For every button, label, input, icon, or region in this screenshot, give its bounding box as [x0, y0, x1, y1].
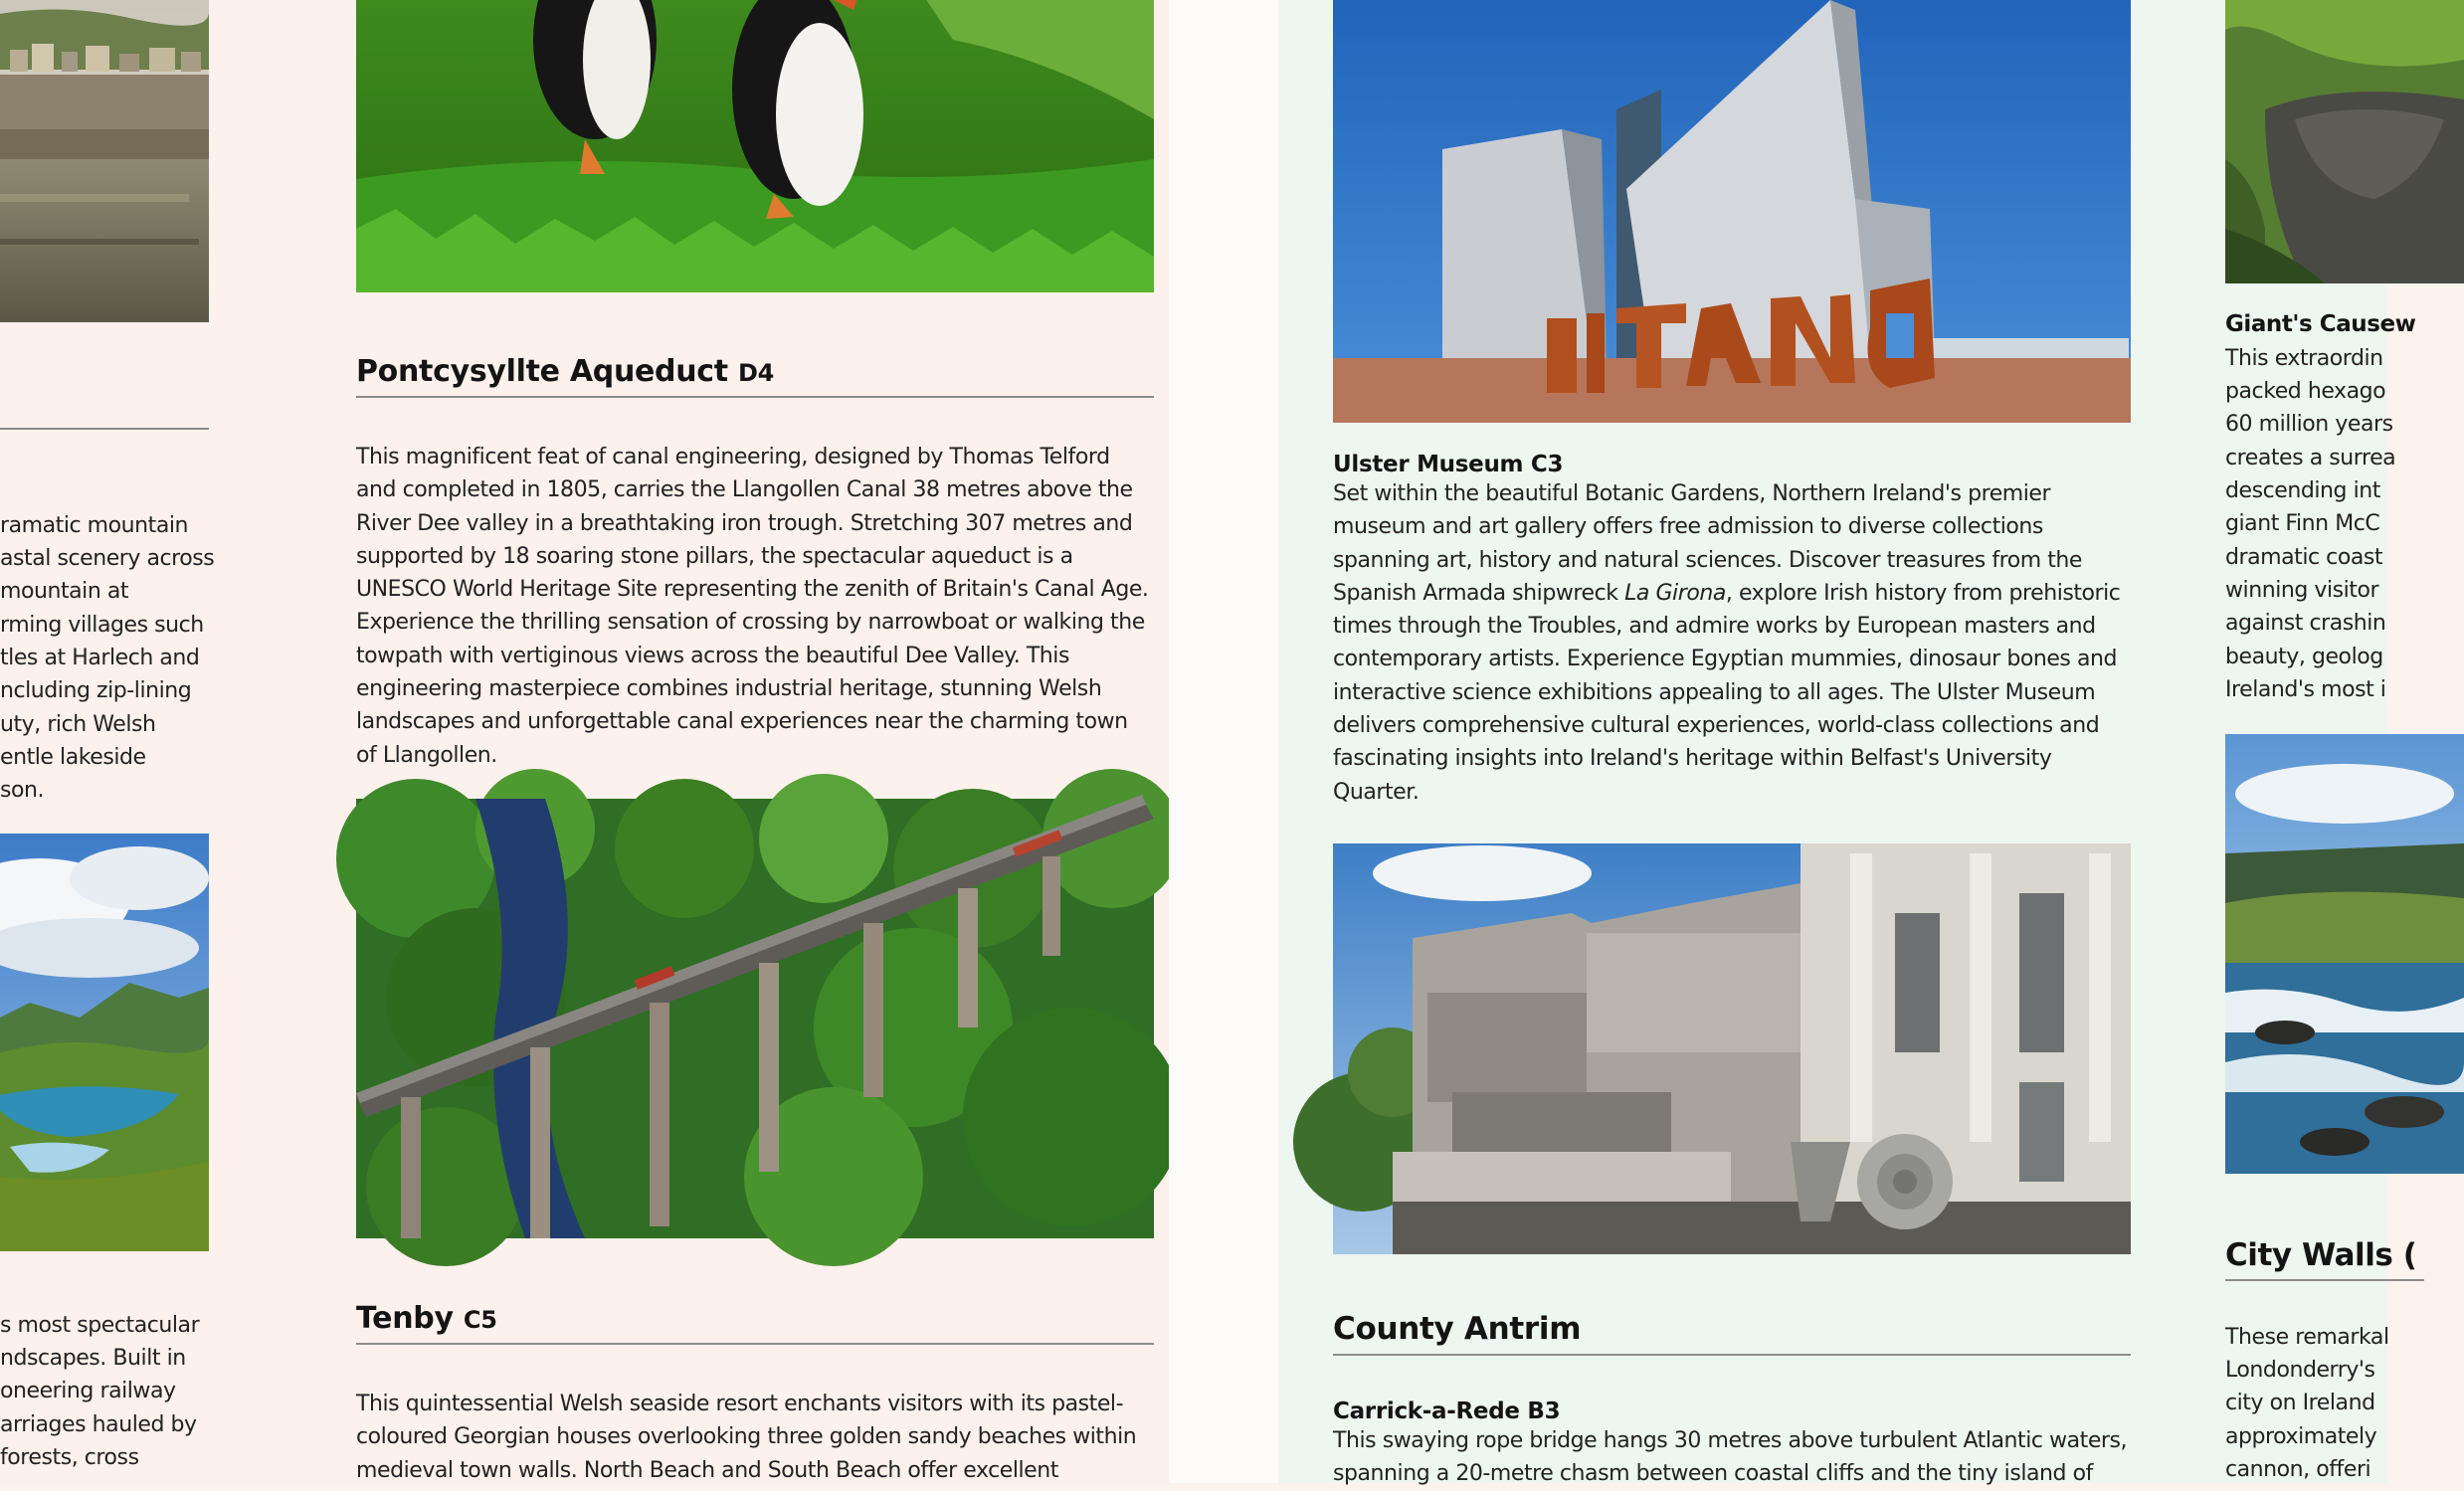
- text-line: oneering railway: [0, 1379, 176, 1403]
- titanic-building-photo: [1333, 0, 2131, 423]
- left-page: [0, 0, 1169, 1483]
- section-divider: [1333, 1354, 2131, 1356]
- tenby-body: This quintessential Welsh seaside resort enchants visitors with its pastel-coloured Georgian houses overlooking three golden sandy beaches within medieval town walls. North Beach and South Beach offer excellent: [356, 1392, 1137, 1483]
- text-line: packed hexago: [2225, 379, 2386, 404]
- text-line: mountain at: [0, 579, 129, 604]
- aqueduct-heading: [356, 354, 774, 389]
- aqueduct-photo: [356, 799, 1154, 1238]
- section-divider: [356, 396, 1154, 398]
- text-line: winning visitor: [2225, 578, 2379, 603]
- section-divider: [356, 1343, 1154, 1345]
- carrick-a-rede-body: This swaying rope bridge hangs 30 metres above turbulent Atlantic waters, spanning a 20-metre chasm between coastal cliffs and the tiny island of: [1333, 1428, 2128, 1487]
- aqueduct-body: This magnificent feat of canal engineering, designed by Thomas Telford and completed in 1805, carries the Llangollen Canal 38 metres above the River Dee valley in a breathtaking iron trough. Stretching 307 metres and supported by 18 soaring stone pillars, the spectacular aqueduct is a UNESCO World Heritage Site representing the zenith of Britain's Canal Age. Experience the thrilling sensation of crossing by narrowboat or walking the towpath with vertiginous views across the beautiful Dee Valley. This engineering masterpiece combines industrial heritage, stunning Welsh landscapes and unforgettable canal experiences near the charming town of Llangollen.: [356, 445, 1149, 768]
- text-line: dramatic coast: [2225, 545, 2383, 570]
- tenby-title: Tenby: [356, 1301, 454, 1336]
- harbour-town-photo: [0, 0, 209, 322]
- text-line: uty, rich Welsh: [0, 712, 156, 737]
- ulster-body-text: Set within the beautiful Botanic Gardens, Northern Ireland's premier museum and art gallery offers free admission to diverse collections spanning art, history and natural sciences. Discover treasures from the Spanish Armada shipwreck: [1333, 481, 2083, 606]
- aqueduct-title: Pontcysyllte Aqueduct: [356, 354, 728, 389]
- text-line: Ireland's most i: [2225, 677, 2386, 702]
- text-line: These remarkal: [2225, 1325, 2389, 1350]
- text-line: city on Ireland: [2225, 1391, 2375, 1415]
- text-line: son.: [0, 778, 45, 803]
- ulster-body-text: , explore Irish history from prehistoric times through the Troubles, and admire works by European masters and contemporary artists. Experience Egyptian mummies, dinosaur bones and interactive science exhibitions appealing to all ages. The Ulster Museum delivers comprehensive cultural experiences, world-class collections and fascinating insights into Ireland's heritage within Belfast's University Quarter.: [1333, 580, 2121, 805]
- text-line: 60 million years: [2225, 412, 2393, 437]
- carrick-a-rede-title: Carrick-a-Rede B3: [1333, 1398, 1561, 1424]
- text-line: astal scenery across: [0, 546, 215, 571]
- text-line: against crashin: [2225, 611, 2386, 636]
- ulster-museum-photo: [1333, 843, 2131, 1254]
- text-line: entle lakeside: [0, 745, 146, 770]
- text-line: cannon, offeri: [2225, 1457, 2371, 1482]
- text-line: rming villages such: [0, 613, 204, 638]
- text-line: giant Finn McC: [2225, 511, 2380, 536]
- section-divider: [2225, 1279, 2424, 1281]
- aqueduct-map-ref: D4: [737, 359, 774, 387]
- text-line: creates a surrea: [2225, 446, 2396, 470]
- ulster-museum-title: Ulster Museum C3: [1333, 452, 1564, 477]
- coastline-photo: [2225, 734, 2464, 1174]
- section-divider: [0, 428, 209, 430]
- text-line: descending int: [2225, 478, 2380, 503]
- text-line: ndscapes. Built in: [0, 1346, 186, 1371]
- carrick-a-rede-entry: [1333, 1398, 2131, 1491]
- text-line: forests, cross: [0, 1445, 139, 1470]
- text-line: Londonderry's: [2225, 1358, 2375, 1383]
- text-line: ncluding zip-lining: [0, 678, 192, 703]
- puffins-photo: [356, 0, 1154, 292]
- ulster-body-italic: La Girona: [1624, 580, 1726, 606]
- ulster-museum-entry: [1333, 452, 2131, 809]
- city-walls-heading: City Walls (: [2225, 1237, 2417, 1273]
- tenby-map-ref: C5: [463, 1306, 497, 1334]
- mountain-lake-photo: [0, 834, 209, 1251]
- text-line: s most spectacular: [0, 1313, 200, 1338]
- text-line: arriages hauled by: [0, 1412, 197, 1437]
- text-line: approximately: [2225, 1424, 2377, 1449]
- text-line: This extraordin: [2225, 346, 2383, 371]
- giants-causeway-photo: [2225, 0, 2464, 283]
- text-line: beauty, geolog: [2225, 645, 2383, 669]
- tenby-heading: [356, 1301, 497, 1336]
- right-page: [1278, 0, 2417, 1487]
- giants-causeway-title: Giant's Causew: [2225, 311, 2416, 337]
- page-gutter: [1169, 0, 1278, 1483]
- county-antrim-heading: County Antrim: [1333, 1311, 1582, 1347]
- text-line: ramatic mountain: [0, 513, 189, 538]
- text-line: tles at Harlech and: [0, 646, 200, 670]
- ulster-museum-body: [1333, 477, 2131, 809]
